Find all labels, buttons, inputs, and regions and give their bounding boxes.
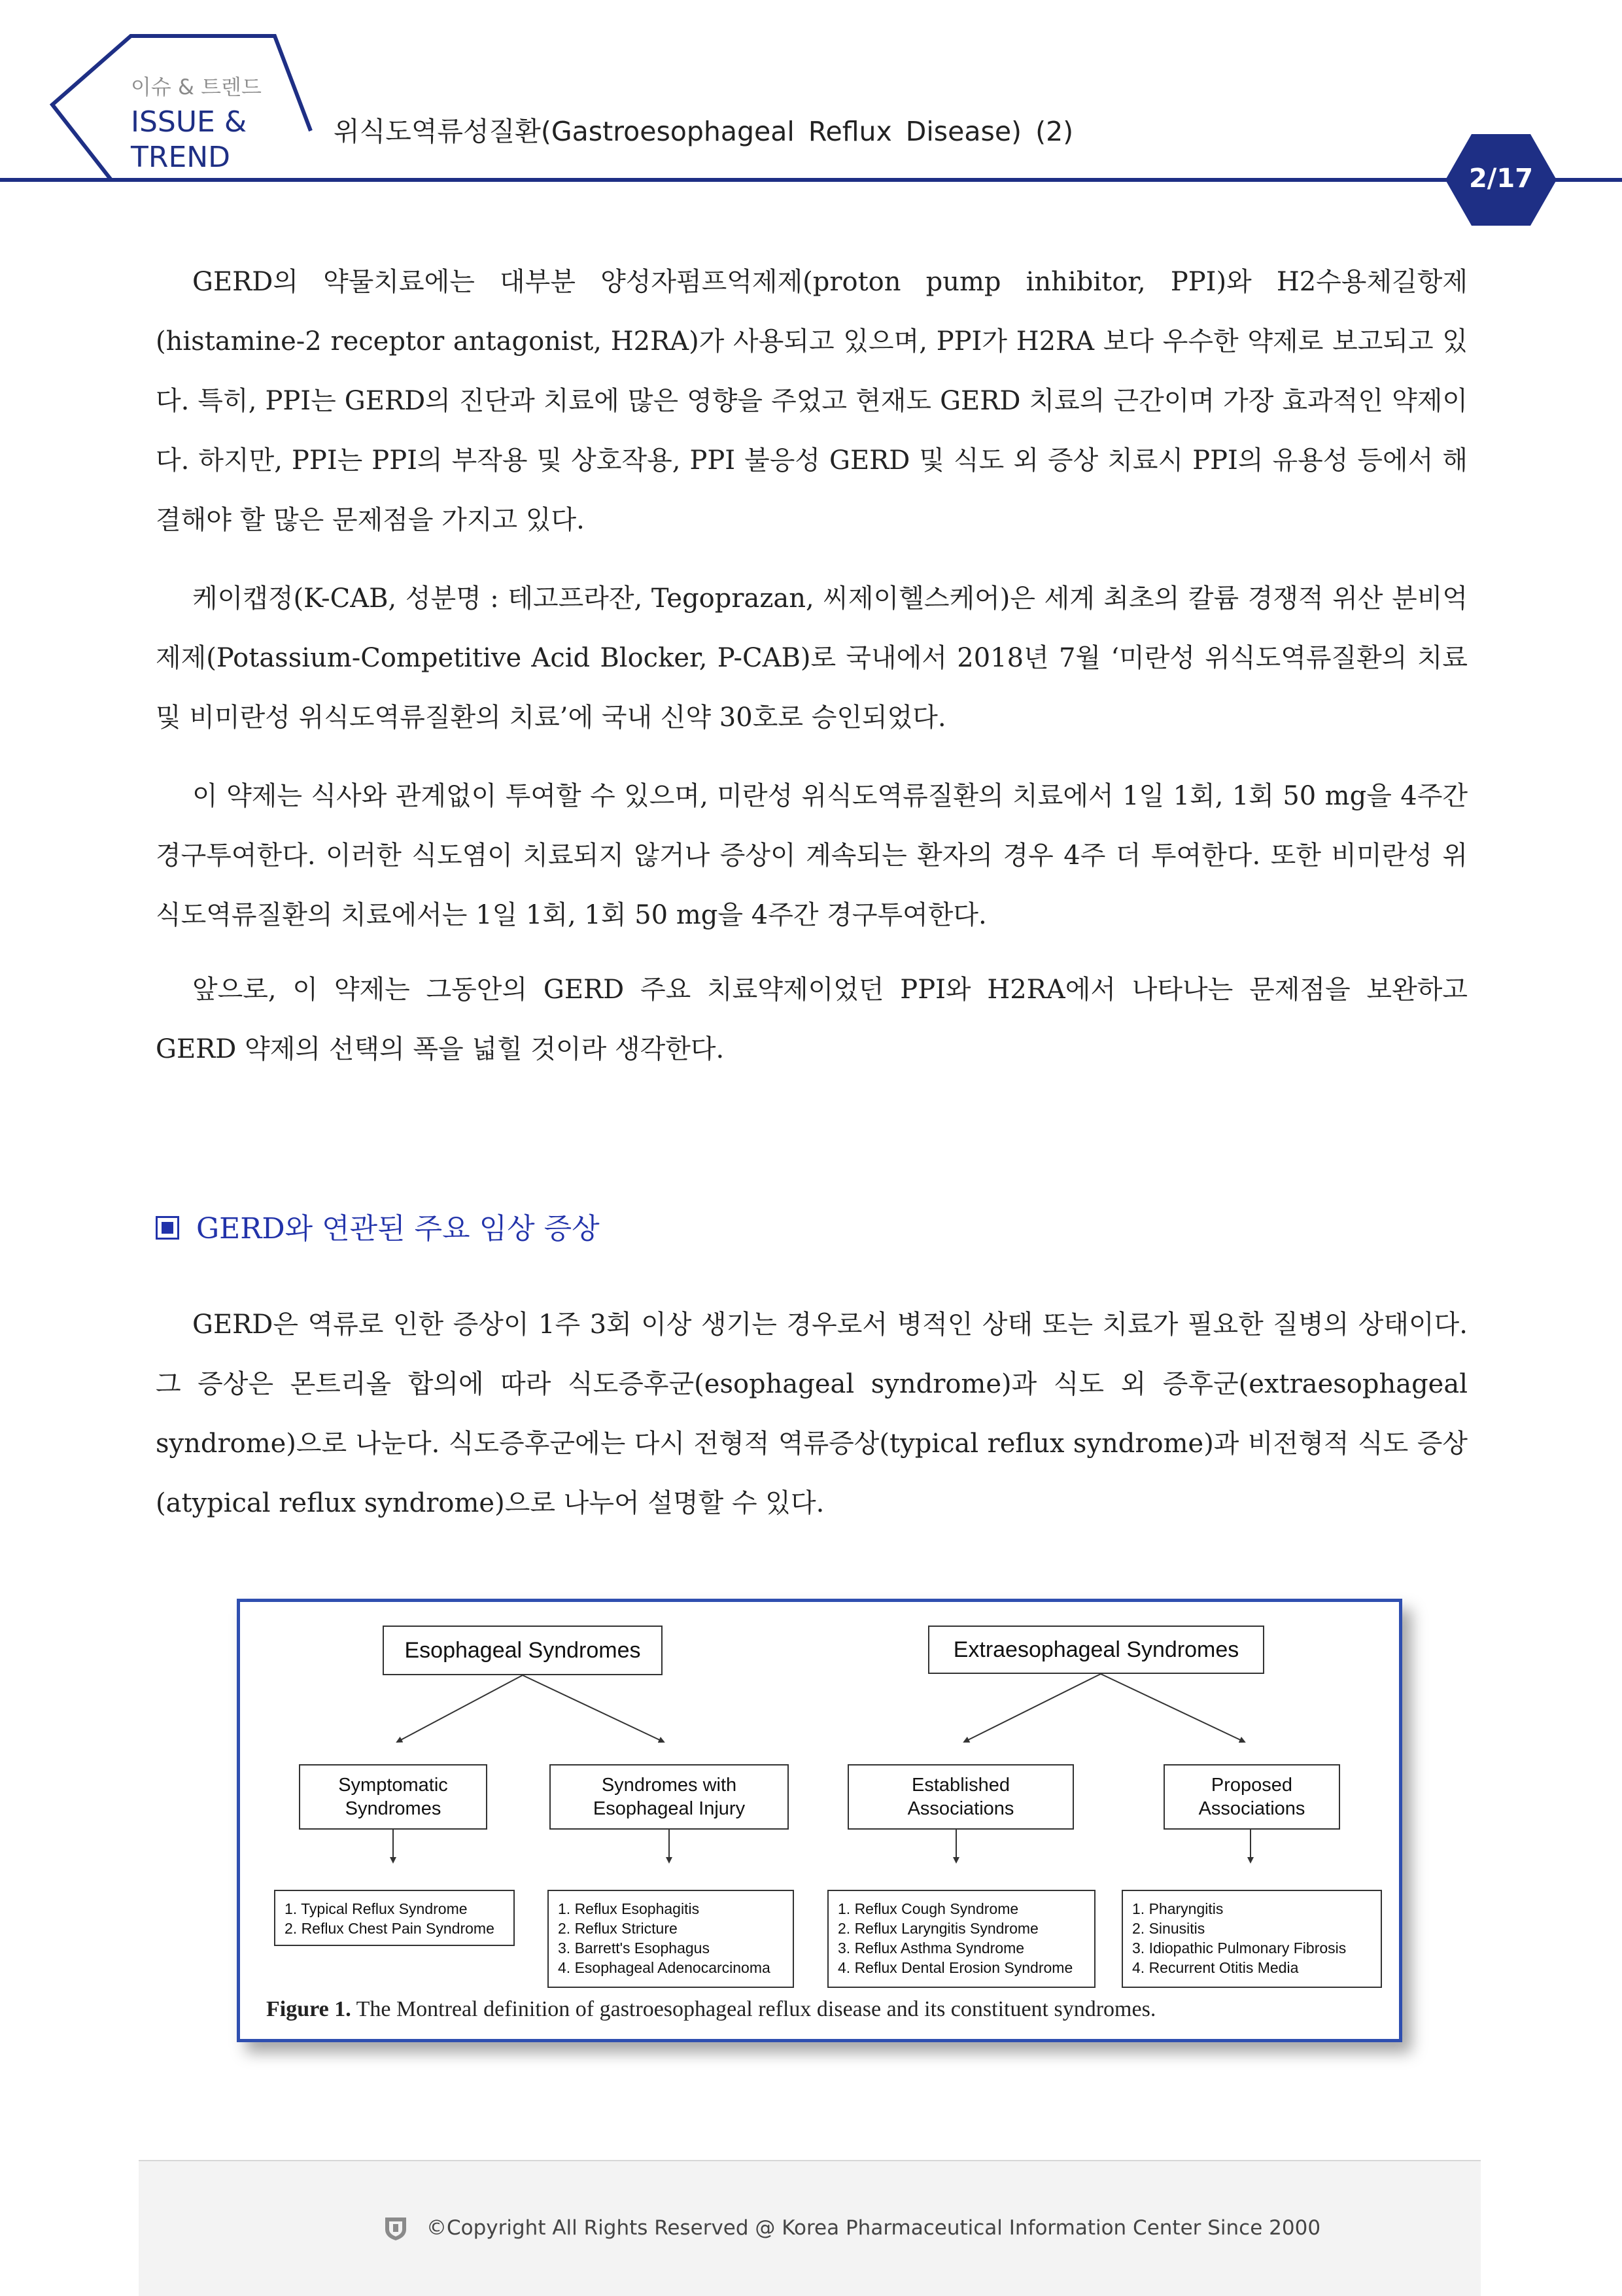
list-item: 3. Reflux Asthma Syndrome [838,1939,1025,1957]
figure-caption [266,1997,1156,2022]
footer-copyright: ©Copyright All Rights Reserved @ Korea Pharmaceutical Information Center Since 2000 [426,2216,1321,2240]
figure-caption-label: Figure 1. [266,1997,351,2021]
box-mid-line2: Associations [1198,1798,1305,1819]
header-tag-korean: 이슈 & 트렌드 [131,75,262,99]
box-proposed-associations [1164,1764,1340,1830]
box-esophageal-syndromes: Esophageal Syndromes [383,1626,663,1675]
header-rule [0,178,1622,182]
box-mid-line2: Associations [907,1798,1014,1819]
list-item: 2. Reflux Chest Pain Syndrome [285,1920,494,1937]
list-proposed [1122,1890,1382,1988]
section-bullet-icon [156,1216,179,1240]
box-mid-line1: Symptomatic [338,1775,448,1796]
paragraph-3: 이 약제는 식사와 관계없이 투여할 수 있으며, 미란성 위식도역류질환의 치료에서 1일 1회, 1회 50 mg을 4주간 경구투여한다. 이러한 식도염이 치료되지 않거나 증상이 계속되는 환자의 경우 4주 더 투여한다. 또한 비미란성 위식도역류질환의 치료에서는 1일 1회, 1회 50 mg을 4주간 경구투여한다. [156,781,1468,930]
box-extraesophageal-syndromes: Extraesophageal Syndromes [928,1626,1264,1674]
page-title: 위식도역류성질환(Gastroesophageal Reflux Disease) (2) [334,116,1074,147]
list-symptomatic [274,1890,515,1946]
list-item: 1. Reflux Cough Syndrome [838,1900,1019,1917]
list-item: 1. Pharyngitis [1132,1900,1224,1917]
arrow-extra-established [964,1674,1101,1742]
section-heading [156,1205,600,1247]
list-item: 4. Reflux Dental Erosion Syndrome [838,1959,1073,1976]
arrow-esophageal-symptomatic [397,1675,523,1742]
list-item: 3. Idiopathic Pulmonary Fibrosis [1132,1939,1347,1957]
header-tag-line1: ISSUE & [131,105,247,139]
header-tag-issue-trend [131,105,247,175]
list-esophageal-injury [547,1890,794,1988]
list-established [827,1890,1096,1988]
box-mid-line1: Syndromes with [601,1775,737,1796]
arrow-extra-proposed [1101,1674,1245,1742]
paragraph-1: GERD의 약물치료에는 대부분 양성자펌프억제제(proton pump inhibitor, PPI)와 H2수용체길항제(histamine-2 receptor antagonist, H2RA)가 사용되고 있으며, PPI가 H2RA 보다 우수한 약제로 보고되고 있다. 특히, PPI는 GERD의 진단과 치료에 많은 영향을 주었고 현재도 GERD 치료의 근간이며 가장 효과적인 약제이다. 하지만, PPI는 PPI의 부작용 및 상호작용, PPI 불응성 GERD 및 식도 외 증상 치료시 PPI의 유용성 등에서 해결해야 할 많은 문제점을 가지고 있다. [156,267,1468,535]
page-number: 2/17 [1468,164,1534,194]
list-item: 4. Esophageal Adenocarcinoma [558,1959,770,1976]
footer [139,2160,1481,2296]
header-tag-line2: TREND [131,141,231,174]
figure-caption-text: The Montreal definition of gastroesophageal reflux disease and its constituent syndromes. [351,1997,1156,2021]
list-item: 3. Barrett's Esophagus [558,1939,710,1957]
figure-montreal-definition [237,1599,1402,2042]
paragraph-2: 케이캡정(K-CAB, 성분명 : 테고프라잔, Tegoprazan, 씨제이헬스케어)은 세계 최초의 칼륨 경쟁적 위산 분비억제제(Potassium-Competitive Acid Blocker, P-CAB)로 국내에서 2018년 7월 ‘미란성 위식도역류질환의 치료 및 비미란성 위식도역류질환의 치료’에 국내 신약 30호로 승인되었다. [156,583,1468,733]
list-item: 2. Sinusitis [1132,1920,1205,1937]
list-item: 4. Recurrent Otitis Media [1132,1959,1299,1976]
list-item: 1. Typical Reflux Syndrome [285,1900,468,1917]
box-mid-line1: Established [912,1775,1010,1796]
list-item: 2. Reflux Laryngitis Syndrome [838,1920,1039,1937]
section-paragraph: GERD은 역류로 인한 증상이 1주 3회 이상 생기는 경우로서 병적인 상태 또는 치료가 필요한 질병의 상태이다. 그 증상은 몬트리올 합의에 따라 식도증후군(esophageal syndrome)과 식도 외 증후군(extraesophageal syndrome)으로 나눈다. 식도증후군에는 다시 전형적 역류증상(typical reflux syndrome)과 비전형적 식도 증상(atypical reflux syndrome)으로 나누어 설명할 수 있다. [156,1310,1468,1518]
list-item: 2. Reflux Stricture [558,1920,678,1937]
box-mid-line2: Syndromes [345,1798,441,1819]
paragraph-4: 앞으로, 이 약제는 그동안의 GERD 주요 치료약제이었던 PPI와 H2RA에서 나타나는 문제점을 보완하고 GERD 약제의 선택의 폭을 넓힐 것이라 생각한다. [156,975,1468,1064]
box-mid-line2: Esophageal Injury [593,1798,746,1819]
box-established-associations [848,1764,1074,1830]
box-esophageal-injury [549,1764,789,1830]
kpic-shield-icon [384,2215,407,2241]
section-heading-text: GERD와 연관된 주요 임상 증상 [196,1212,600,1245]
box-symptomatic-syndromes [299,1764,487,1830]
list-item: 1. Reflux Esophagitis [558,1900,700,1917]
box-mid-line1: Proposed [1211,1775,1293,1796]
arrow-esophageal-injury [523,1675,664,1742]
